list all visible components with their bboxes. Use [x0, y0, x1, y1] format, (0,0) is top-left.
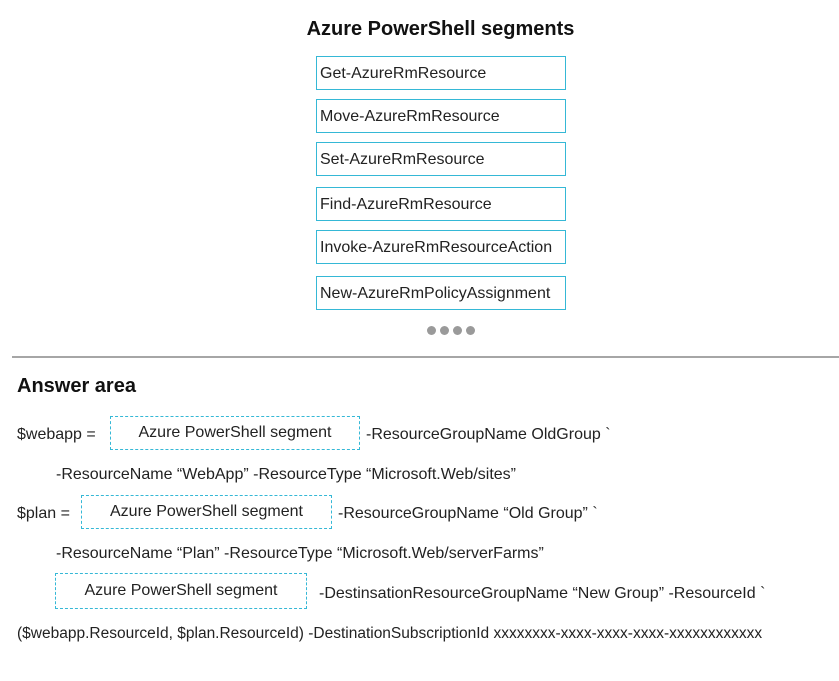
answer-slot-move[interactable]: Azure PowerShell segment	[55, 573, 307, 609]
segment-invoke-azurermresourceaction[interactable]: Invoke-AzureRmResourceAction	[316, 230, 566, 264]
webapp-line-continuation: -ResourceName “WebApp” -ResourceType “Microsoft.Web/sites”	[56, 466, 516, 483]
answer-slot-webapp[interactable]: Azure PowerShell segment	[110, 416, 360, 450]
segment-new-azurermpolicyassignment[interactable]: New-AzureRmPolicyAssignment	[316, 276, 566, 310]
webapp-assignment-label: $webapp =	[17, 426, 96, 443]
move-line-continuation: ($webapp.ResourceId, $plan.ResourceId) -DestinationSubscriptionId xxxxxxxx-xxxx-xxxx-xxxx-xxxxxxxxxxxx	[17, 625, 763, 642]
section-divider	[12, 356, 839, 358]
answer-area-title: Answer area	[17, 375, 136, 397]
segment-get-azurermresource[interactable]: Get-AzureRmResource	[316, 56, 566, 90]
dot-icon	[427, 326, 436, 335]
segment-set-azurermresource[interactable]: Set-AzureRmResource	[316, 142, 566, 176]
dot-icon	[466, 326, 475, 335]
plan-assignment-label: $plan =	[17, 505, 70, 522]
segment-move-azurermresource[interactable]: Move-AzureRmResource	[316, 99, 566, 133]
move-line-suffix: -DestinsationResourceGroupName “New Group” -ResourceId `	[319, 585, 766, 602]
plan-line-suffix: -ResourceGroupName “Old Group” `	[338, 505, 598, 522]
webapp-line-suffix: -ResourceGroupName OldGroup `	[366, 426, 611, 443]
dot-icon	[440, 326, 449, 335]
dot-icon	[453, 326, 462, 335]
answer-slot-plan[interactable]: Azure PowerShell segment	[81, 495, 332, 529]
plan-line-continuation: -ResourceName “Plan” -ResourceType “Microsoft.Web/serverFarms”	[56, 545, 544, 562]
segment-find-azurermresource[interactable]: Find-AzureRmResource	[316, 187, 566, 221]
more-items-indicator	[427, 326, 475, 335]
segments-title: Azure PowerShell segments	[306, 18, 575, 40]
